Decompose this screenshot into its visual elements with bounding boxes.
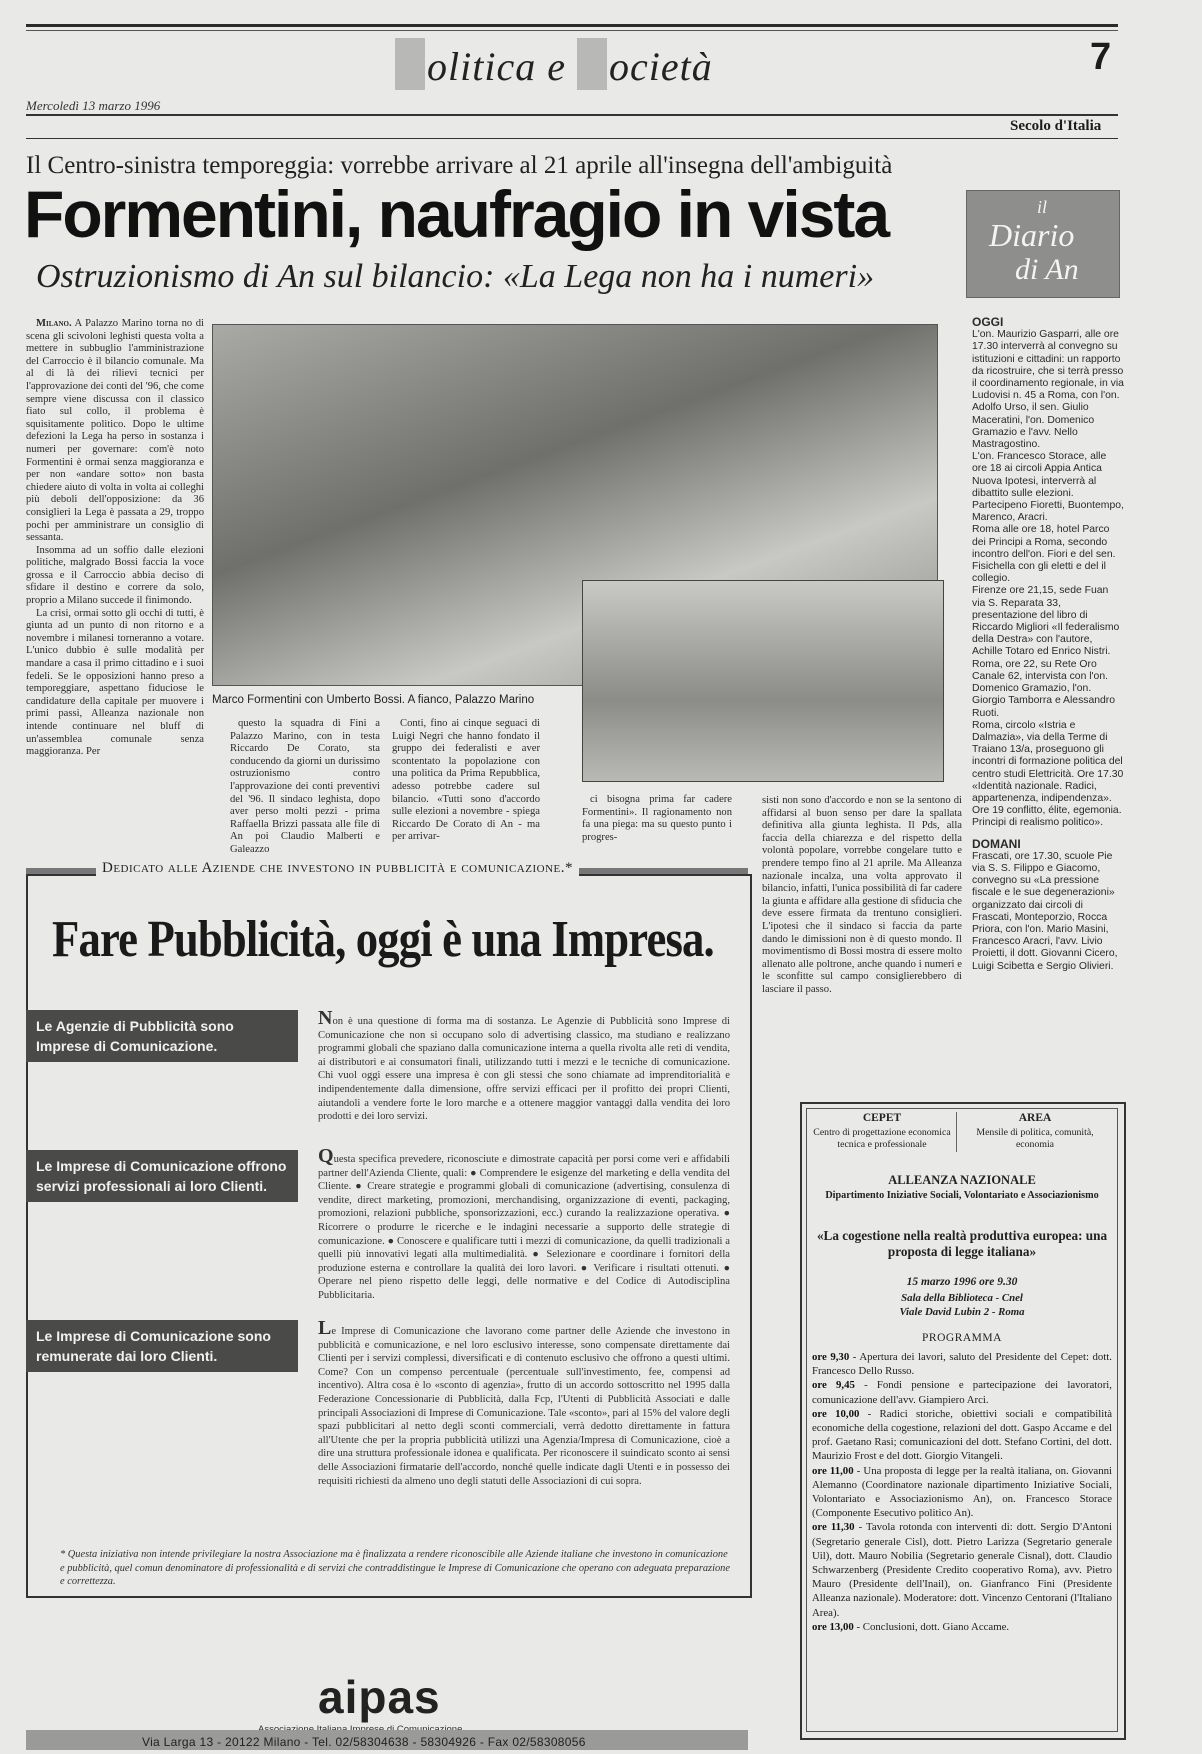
ad-banner-remunerate: Le Imprese di Comunicazione sono remunerate dai loro Clienti. [26,1320,298,1372]
article-column-right [762,795,962,997]
top-rule-thin [26,30,1118,31]
aipas-logo: aipas [318,1671,441,1723]
diario-entry: Firenze ore 21,15, sede Fuan via S. Reparata 33, presentazione del libro di Riccardo Migliori «Il federalismo della Destra» con l'autore, Achille Totaro ed Enrico Nistri. [972,585,1120,658]
cepet-name: CEPET [862,1112,902,1124]
section-title-part2: ocietà [608,44,713,89]
program-text: - Fondi pensione e partecipazione dei lavoratori, comunicazione dell'avv. Giampiero Arci. [812,1379,1112,1406]
issue-date: Mercoledì 13 marzo 1996 [26,98,161,113]
dateline-city: Milano. [36,318,72,329]
article-paragraph: Insomma ad un soffio dalle elezioni politiche, malgrado Bossi faccia la voce grossa e il Carroccio abbia deciso di sfidare il destino e correre da solo, proprio a Milano succede il finimondo. [26,544,204,607]
ad-dropcap: N [318,1007,333,1029]
ad-banner-agenzie: Le Agenzie di Pubblicità sono Imprese di Comunicazione. [26,1010,298,1062]
area-description: Mensile di politica, comunità, economia [976,1127,1094,1150]
diario-entry: Roma alle ore 18, hotel Parco dei Principi a Roma, secondo incontro dell'on. Fiori e del sen. Fisichella con gli eletti e del il collegio. [972,524,1116,585]
program-item [812,1520,1112,1619]
article-kicker: Il Centro-sinistra temporeggia: vorrebbe arrivare al 21 aprile all'insegna dell'ambiguità [26,152,893,179]
program-time: ore 11,30 [812,1521,855,1534]
program-item [812,1620,1112,1634]
article-subhead: Ostruzionismo di An sul bilancio: «La Lega non ha i numeri» [36,258,875,295]
article-column-mid-3 [582,794,732,844]
section-initial-p-block [395,38,425,90]
ad-footnote: * Questa iniziativa non intende privilegiare la nostra Associazione ma è finalizzata a rendere riconoscibile alle Aziende italiane che investono in comunicazione e pubblicità, quel comun denominatore di professionalità e di servizi che contraddistingue le Imprese di Comunicazione che operano con adeguata preparazione e correttezza. [60,1549,730,1588]
program-text: - Tavola rotonda con interventi di: dott. Sergio D'Antoni (Segretario generale Cisl), dott. Pietro Larizza (Segretario generale Uil), dott. Mauro Nobilia (Segretario generale Cisnal), dott. Claudio Schwarzenberg (Presidente Credito cooperativo Roma), avv. Pietro Mauro (Presidente dell'Inail), on. Gianfranco Fini (Presidente Alleanza nazionale). Moderatore: dott. Vincenzo Centorani (l'Italiano Area). [812,1521,1113,1619]
program-text: - Apertura dei lavori, saluto del Presidente del Cepet: dott. Francesco Dello Russo. [812,1351,1112,1378]
article-text: sisti non sono d'accordo e non se la sentono di affidarsi al buon senso per dare la spallata definitiva alla giunta leghista. Il Pds, alla faccia della chiarezza e del rispetto della volontà popolare, vorrebbe congelare tutto e prendere tempo fino al 21 aprile. Ma Alleanza nazionale incalza, una volta approvato il bilancio, infatti, l'unica possibilità di far cadere la giunta e affidare alla gestione di sfiducia che deve essere firmata da trentuno consiglieri. L'ipotesi che il sindaco si faccia da parte dando le dimissioni non è di questo mondo. Il movimentismo di Bossi mostra di essere molto allenato alle poltrone, anche quando i numeri e le sconfitte sul campo consiglierebbero di lasciare il passo. [762,795,962,995]
program-text: - Radici storiche, obiettivi sociali e compatibilità economiche della cogestione, relazioni del dott. Gaspo Accame e del prof. Gaetano Rasi; comunicazioni del dott. Stefano Cortini, del dott. Maurizio Frost e del dott. Giorgio Vitangeli. [812,1407,1112,1463]
conference-title: «La cogestione nella realtà produttiva europea: una proposta di legge italiana» [816,1228,1108,1259]
diario-sidebar [972,314,1124,973]
diario-entry: L'on. Francesco Storace, alle ore 18 ai circoli Appia Antica Nuova Ipotesi, interverrà al dibattito sulle elezioni. Partecipeno Fioretti, Buontempo, Marenco, Aracri. [972,451,1124,524]
conference-program [812,1350,1112,1634]
program-text: - Una proposta di legge per la realtà italiana, on. Giovanni Alemanno (Coordinatore nazionale dipartimento Iniziative Sociali, Volontariato e Associazionismo An), on. Francesco Storace (Componente Esecutivo politico An). [812,1464,1112,1520]
program-item [812,1350,1112,1378]
section-title-part1: olitica e [427,44,577,89]
program-time: ore 10,00 [812,1407,860,1420]
ad-banner-servizi: Le Imprese di Comunicazione offrono servizi professionali ai loro Clienti. [26,1150,298,1202]
header-rule-lower [26,138,1118,139]
program-item [812,1464,1112,1521]
article-headline: Formentini, naufragio in vista [24,177,889,251]
diario-title: Diario [989,217,1075,253]
programma-heading: PROGRAMMA [922,1332,1002,1344]
cepet-description: Centro di progettazione economica tecnica e professionale [813,1127,951,1150]
ad-text: uesta specifica prevedere, riconosciute e dimostrate capacità per porsi come veri e affidabili partner dell'Azienda Cliente, quali: ● Comprendere le esigenze del marketing e della vendita del Cliente. ● Creare strategie e programmi globali di comunicazione (advertising, consulenza di vendite, direct marketing, promozioni, merchandising, organizzazione di eventi, packaging, promozioni, relazioni pubbliche, sponsorizzazioni, ecc.) curando la realizzazione operativa. ● Ricorrere o produrre le ricerche e le indagini necessarie a supporto delle strategie di comunicazione. ● Conoscere e qualificare tutti i mezzi di comunicazione, da quelli tradizionali a quelli più innovativi legati alla multimedialità. ● Selezionare e coordinare i fornitori della produzione esterna e controllare la qualità dei loro lavori. ● Verificare i risultati ottenuti. ● Operare nel pieno rispetto delle leggi, delle normative e del Codice di Autodisciplina Pubblicitaria. [318,1154,730,1301]
article-paragraph: La crisi, ormai sotto gli occhi di tutti, è giunta ad un punto di non ritorno e a novembre i milanesi torneranno a votare. L'unico dubbio è sulle modalità per mandare a casa il primo cittadino e i suoi fedeli. Se le opposizioni hanno preso a temporeggiare, aspettano fiduciose le candidature della capitale per muovere i primi passi, Alleanza nazionale non intende continuare nel bluff di un'assemblea comunale senza maggioranza. Per [26,607,204,758]
photo-caption: Marco Formentini con Umberto Bossi. A fianco, Palazzo Marino [212,694,535,706]
program-time: ore 11,00 [812,1464,854,1477]
conference-place: Sala della Biblioteca - Cnel [901,1292,1023,1304]
photo-palazzo-marino [582,580,944,782]
ad-text-block [318,1317,730,1488]
page-number: 7 [1090,36,1112,78]
program-time: ore 9,30 [812,1351,850,1363]
diario-entry: Roma, circolo «Istria e Dalmazia», via della Terme di Traiano 13/a, proseguono gli incontri di formazione politica del centro studi Elettricità. Ore 17.30 «Identità nazionale. Radici, appartenenza, indipendenza». Ore 19 conflitto, élite, egemonia. Principi di realismo politico». [972,719,1124,829]
section-title [395,38,713,90]
ad-title: Fare Pubblicità, oggi è una Impresa. [52,911,714,968]
diario-di-an: di An [1015,253,1079,286]
program-time: ore 13,00 [812,1620,854,1633]
article-paragraph: ci bisogna prima far cadere Formentini». Il ragionamento non fa una piega: ma su questo punto i progres- [582,794,732,843]
area-name: AREA [1018,1112,1052,1124]
article-paragraph [26,318,204,545]
ad-text-block [318,1007,730,1124]
diario-oggi-label: OGGI [972,315,1004,329]
article-paragraph: questo la squadra di Fini a Palazzo Marino, con in testa Riccardo De Corato, sta conducendo da giorni un durissimo ostruzionismo contro l'approvazione dei conti preventivi del '96. Il sindaco leghista, dopo aver perso molti pezzi - prima Raffaella Brizzi passata alle file di An poi Claudio Malberti e Galeazzo [230,718,380,855]
diario-entry: Frascati, ore 17.30, scuole Pie via S. S. Filippo e Giacomo, convegno su «La pressione fiscale e le sue degenerazioni» organizzato dai circoli di Frascati, Monteporzio, Rocca Priora, con l'on. Mario Masini, Francesco Aracri, l'avv. Livio Proietti, il dott. Giovanni Cicero, Luigi Scibetta e Sergio Olivieri. [972,850,1118,972]
conference-organizer: ALLEANZA NAZIONALE [888,1173,1036,1187]
header-rule [26,114,1118,116]
diario-di-an-box [966,190,1120,298]
article-column-mid-1 [230,718,380,857]
program-text: - Conclusioni, dott. Giano Accame. [853,1620,1010,1633]
conference-department: Dipartimento Iniziative Sociali, Volontariato e Associazionismo [825,1190,1099,1201]
article-text: A Palazzo Marino torna no di scena gli scivoloni leghisti questa volta a mettere in subbuglio l'amministrazione del Carroccio è il bilancio comunale. Ma al di là dei rilievi tecnici per l'approvazione dei conti del '96, che come sempre viene discussa con il classico fiato sul collo, il problema è squisitamente politico. Dopo le ultime defezioni la Lega ha perso in sostanza i numeri per governare: com'è noto Formentini è ormai senza maggioranza e per non «andare sotto» non basta chiedere aiuto di volta in volta ai colleghi più deboli dell'opposizione: da 36 consiglieri la Lega è passata a 29, troppo pochi per amministrare un consiglio di sessanta. [26,318,204,544]
top-rule [26,24,1118,27]
diario-entry: Roma, ore 22, su Rete Oro Canale 62, intervista con l'on. Domenico Gramazio, l'on. Giorgio Tamborra e Alessandro Ruoti. [972,658,1116,719]
ad-dedication: Dedicato alle Aziende che investono in pubblicità e comunicazione.* [96,860,579,877]
ad-text-block [318,1145,730,1303]
program-item [812,1407,1112,1464]
article-column-left [26,318,204,759]
ad-dropcap: L [318,1317,332,1339]
newspaper-name: Secolo d'Italia [1010,118,1102,134]
aipas-address: Via Larga 13 - 20122 Milano - Tel. 02/58304638 - 58304926 - Fax 02/58308056 [142,1735,586,1749]
ad-text: e Imprese di Comunicazione che lavorano come partner delle Aziende che investono in pubblicità e comunicazione, e nel loro esclusivo interesse, sono compensate direttamente dai Clienti per i servizi complessi, diversificati e di contenuto esclusivo che offrono a questi ultimi. Come? Con un compenso percentuale (percentuale sull'investimento, fee, compensi ad incentivo). Altra cosa è lo «sconto di agenzia», frutto di un accordo sottoscritto nel 1995 dalla Federazione Concessionarie di Pubblicità, dalla Fcp, l'Utenti di Pubblicità Associati e dalle principali Associazioni di Imprese di Comunicazione. Tale «sconto», pari al 15% del valore degli spazi pubblicitari al netto degli sconti commerciali, verrà dedotto direttamente in fattura all'Utente che per la propria pubblicità utilizzi una Agenzia/Impresa di Comunicazione, cioè a dire una struttura professionale idonea e qualificata. Per riconoscere il suindicato sconto ai sensi delle Associazioni firmatarie dell'accordo, nonché quelle indicate dagli Utenti e in possesso dei requisiti richiesti da almeno uno degli statuti delle Associazioni di cui sopra. [318,1326,730,1487]
diario-entry: L'on. Maurizio Gasparri, alle ore 17.30 interverrà al convegno su istituzioni e cittadini: un rapporto da ricostruire, che si terrà presso il coordinamento regionale, in via Ludovisi n. 45 a Roma, con l'on. Adolfo Urso, il sen. Giulio Maceratini, l'on. Domenico Gramazio e l'avv. Nello Mastragostino. [972,329,1124,451]
article-column-mid-2 [392,718,540,844]
conference-address: Viale David Lubin 2 - Roma [899,1306,1025,1318]
conference-date: 15 marzo 1996 ore 9.30 [906,1276,1018,1288]
article-paragraph: Conti, fino ai cinque seguaci di Luigi Negri che hanno fondato il gruppo dei federalisti e aver scontentato la popolazione con una politica da Prima Repubblica, adesso potrebbe cadere sul bilancio. «Tutti sono d'accordo sulle elezioni a novembre - spiega Riccardo De Corato di An - ma per arrivar- [392,718,540,843]
program-time: ore 9,45 [812,1379,855,1392]
diario-domani-label: DOMANI [972,836,1021,851]
conference-divider [956,1112,957,1152]
diario-il: il [1037,197,1048,217]
ad-dropcap: Q [318,1145,334,1167]
section-initial-s-block [577,38,607,90]
ad-text: on è una questione di forma ma di sostanza. Le Agenzie di Pubblicità sono Imprese di Comunicazione che non si occupano solo di advertising classico, ma studiano e realizzano programmi globali che spaziano dalla comunicazione interna a quella rivolta alle reti di vendita, ai distributori e ai consumatori finali, utilizzando tutti i mezzi e le tecniche di comunicazione. Chi vuol oggi essere una impresa è con gli stessi che sono chiamate ad imprenditorialità e indipendentemente dalla dimensione, offre servizi efficaci per il profitto dei propri Clienti, aiutandoli a vendere forte le loro marche e a ottenere maggior vantaggi dalla vendita dei loro prodotti e dei loro servizi. [318,1016,730,1123]
program-item [812,1378,1112,1406]
